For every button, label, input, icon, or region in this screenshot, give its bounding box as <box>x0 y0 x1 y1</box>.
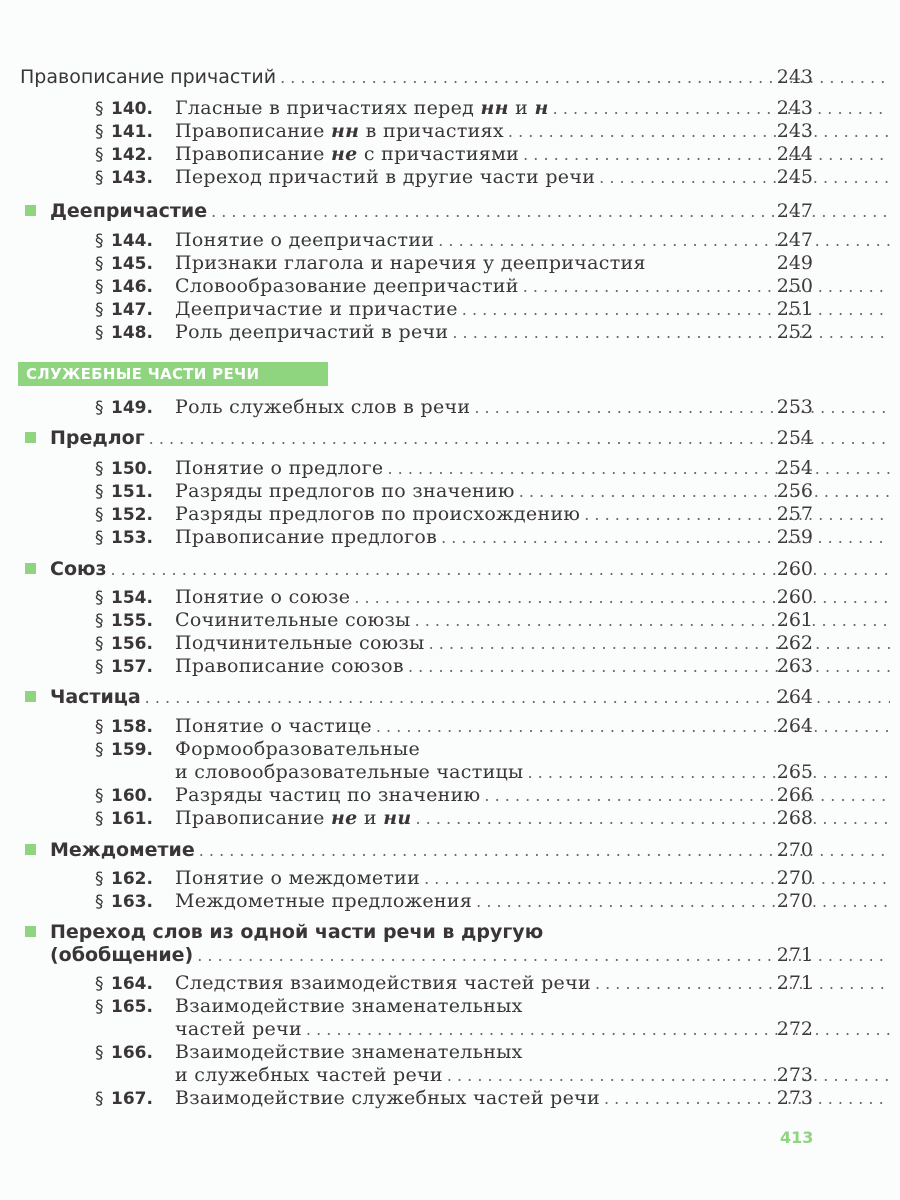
entry-title: Сочинительные союзы <box>175 609 411 631</box>
page-number: 266 <box>776 784 813 806</box>
section-sign: § <box>95 168 104 188</box>
entry-title: Формообразовательные <box>175 738 420 760</box>
leader-dots <box>553 99 890 118</box>
section-sign: § <box>95 122 104 142</box>
leader-dots <box>519 482 890 501</box>
entry-title: Взаимодействие знаменательных <box>175 995 523 1017</box>
entry-number: 163. <box>111 892 153 912</box>
page-number: 261 <box>776 609 813 631</box>
entry-number: 152. <box>111 505 153 525</box>
toc-entry[interactable] <box>0 586 900 610</box>
section-sign: § <box>95 717 104 737</box>
entry-title: Понятие о частице <box>175 715 372 737</box>
toc-entry[interactable] <box>0 784 900 808</box>
section-sign: § <box>95 974 104 994</box>
toc-section-gerund[interactable] <box>0 200 900 224</box>
toc-entry[interactable] <box>0 298 900 322</box>
leader-dots <box>424 869 890 888</box>
section-sign: § <box>95 740 104 760</box>
section-sign: § <box>95 300 104 320</box>
toc-entry[interactable] <box>0 867 900 891</box>
section-sign: § <box>95 277 104 297</box>
toc-entry[interactable] <box>0 275 900 299</box>
toc-section-continuation[interactable] <box>0 944 900 968</box>
entry-title: Правописание нн в причастиях <box>175 120 504 142</box>
leader-dots <box>595 974 890 993</box>
green-square-bullet-icon <box>25 691 36 702</box>
entry-number: 162. <box>111 869 153 889</box>
entry-title-continued: частей речи <box>175 1018 302 1040</box>
section-sign: § <box>95 611 104 631</box>
section-sign: § <box>95 869 104 889</box>
entry-title: Следствия взаимодействия частей речи <box>175 972 591 994</box>
entry-number: 150. <box>111 459 153 479</box>
page-number: 250 <box>776 275 813 297</box>
page-number: 253 <box>776 396 813 418</box>
entry-number: 140. <box>111 99 153 119</box>
entry-number: 141. <box>111 122 153 142</box>
leader-dots <box>387 459 890 478</box>
toc-entry[interactable] <box>0 480 900 504</box>
entry-title: Подчинительные союзы <box>175 632 425 654</box>
section-sign: § <box>95 482 104 502</box>
page-number: 252 <box>776 321 813 343</box>
toc-entry[interactable] <box>0 229 900 253</box>
section-sign: § <box>95 99 104 119</box>
leader-dots <box>452 323 890 342</box>
section-sign: § <box>95 634 104 654</box>
toc-entry[interactable] <box>0 120 900 144</box>
page-folio-number: 413 <box>780 1128 814 1147</box>
toc-entry-continuation[interactable] <box>0 1064 900 1088</box>
leader-dots <box>441 528 890 547</box>
leader-dots <box>438 231 890 250</box>
entry-title: Взаимодействие служебных частей речи <box>175 1087 600 1109</box>
entry-number: 151. <box>111 482 153 502</box>
toc-entry[interactable] <box>0 609 900 633</box>
entry-title: Признаки глагола и наречия у деепричастия <box>175 252 646 274</box>
section-label: Переход слов из одной части речи в другую <box>50 921 544 943</box>
entry-number: 165. <box>111 997 153 1017</box>
toc-entry[interactable] <box>0 995 900 1019</box>
page-number: 243 <box>776 97 813 119</box>
page-number: 272 <box>776 1018 813 1040</box>
page-number: 251 <box>776 298 813 320</box>
entry-title: Разряды предлогов по значению <box>175 480 515 502</box>
entry-number: 164. <box>111 974 153 994</box>
leader-dots <box>408 657 890 676</box>
entry-number: 157. <box>111 657 153 677</box>
page-number: 273 <box>776 1064 813 1086</box>
page-number: 270 <box>776 839 813 861</box>
leader-dots <box>523 277 890 296</box>
entry-number: 143. <box>111 168 153 188</box>
page-number: 264 <box>776 715 813 737</box>
toc-section-word-transition[interactable] <box>0 921 900 945</box>
section-sign: § <box>95 809 104 829</box>
green-square-bullet-icon <box>25 432 36 443</box>
page-number: 244 <box>776 143 813 165</box>
toc-heading-label: Правописание причастий <box>20 66 277 88</box>
leader-dots <box>604 1089 890 1108</box>
entry-number: 166. <box>111 1043 153 1063</box>
toc-entry[interactable] <box>0 632 900 656</box>
entry-title: Понятие о предлоге <box>175 457 384 479</box>
section-sign: § <box>95 145 104 165</box>
page-number: 254 <box>776 427 813 449</box>
page-number: 271 <box>776 972 813 994</box>
section-label: Междометие <box>50 839 195 861</box>
toc-section-interjection[interactable] <box>0 839 900 863</box>
section-label-continued: (обобщение) <box>50 944 194 966</box>
entry-title: Разряды частиц по значению <box>175 784 481 806</box>
entry-number: 145. <box>111 254 153 274</box>
entry-number: 142. <box>111 145 153 165</box>
entry-number: 147. <box>111 300 153 320</box>
section-sign: § <box>95 505 104 525</box>
leader-dots <box>527 763 890 782</box>
page-number: 249 <box>776 252 813 274</box>
section-label: Предлог <box>50 427 145 449</box>
toc-entry-continuation[interactable] <box>0 1018 900 1042</box>
entry-number: 149. <box>111 398 153 418</box>
entry-title: Роль деепричастий в речи <box>175 321 449 343</box>
page-number: 256 <box>776 480 813 502</box>
entry-number: 156. <box>111 634 153 654</box>
toc-entry[interactable] <box>0 738 900 762</box>
page-number: 270 <box>776 867 813 889</box>
entry-title: Правописание союзов <box>175 655 404 677</box>
section-label: Частица <box>50 686 141 708</box>
leader-dots <box>415 809 890 828</box>
page-number: 268 <box>776 807 813 829</box>
entry-title: Деепричастие и причастие <box>175 298 458 320</box>
toc-entry[interactable] <box>0 715 900 739</box>
leader-dots <box>462 300 890 319</box>
entry-number: 144. <box>111 231 153 251</box>
page-number: 245 <box>776 166 813 188</box>
entry-title-continued: и словообразовательные частицы <box>175 761 524 783</box>
entry-number: 148. <box>111 323 153 343</box>
toc-entry[interactable] <box>0 503 900 527</box>
toc-section-particle[interactable] <box>0 686 900 710</box>
page-number: 259 <box>776 526 813 548</box>
toc-entry[interactable] <box>0 457 900 481</box>
page-number: 270 <box>776 890 813 912</box>
toc-entry[interactable] <box>0 97 900 121</box>
entry-title: Понятие о союзе <box>175 586 351 608</box>
section-sign: § <box>95 323 104 343</box>
toc-entry[interactable] <box>0 890 900 914</box>
entry-title: Роль служебных слов в речи <box>175 396 471 418</box>
page-number: 271 <box>776 944 813 966</box>
entry-number: 159. <box>111 740 153 760</box>
leader-dots <box>584 505 890 524</box>
toc-entry[interactable] <box>0 807 900 831</box>
toc-section-conjunction[interactable] <box>0 558 900 582</box>
section-label: Союз <box>50 558 107 580</box>
page-number: 247 <box>776 229 813 251</box>
entry-title: Взаимодействие знаменательных <box>175 1041 523 1063</box>
section-sign: § <box>95 997 104 1017</box>
section-sign: § <box>95 1043 104 1063</box>
entry-title: Словообразование деепричастий <box>175 275 519 297</box>
section-sign: § <box>95 892 104 912</box>
page-number: 263 <box>776 655 813 677</box>
entry-number: 153. <box>111 528 153 548</box>
leader-dots <box>476 892 890 911</box>
green-square-bullet-icon <box>25 205 36 216</box>
entry-number: 155. <box>111 611 153 631</box>
entry-title: Переход причастий в другие части речи <box>175 166 596 188</box>
entry-number: 161. <box>111 809 153 829</box>
toc-entry[interactable] <box>0 972 900 996</box>
entry-title: Правописание не и ни <box>175 807 412 829</box>
page-number: 260 <box>776 558 813 580</box>
page-number: 260 <box>776 586 813 608</box>
leader-dots <box>599 168 890 187</box>
section-sign: § <box>95 459 104 479</box>
leader-dots <box>429 634 890 653</box>
page-number: 243 <box>776 66 813 88</box>
toc-entry[interactable] <box>0 252 900 276</box>
toc-entry[interactable] <box>0 166 900 190</box>
toc-entry[interactable] <box>0 526 900 550</box>
section-sign: § <box>95 657 104 677</box>
leader-dots <box>474 398 890 417</box>
entry-title: Правописание предлогов <box>175 526 438 548</box>
page-number: 247 <box>776 200 813 222</box>
page-number: 264 <box>776 686 813 708</box>
toc-section-preposition[interactable] <box>0 427 900 451</box>
entry-title: Разряды предлогов по происхождению <box>175 503 581 525</box>
green-square-bullet-icon <box>25 844 36 855</box>
entry-title: Правописание не с причастиями <box>175 143 520 165</box>
toc-entry[interactable] <box>0 1087 900 1111</box>
section-sign: § <box>95 254 104 274</box>
page-number: 262 <box>776 632 813 654</box>
entry-title-continued: и служебных частей речи <box>175 1064 443 1086</box>
leader-dots <box>447 1066 890 1085</box>
page-number: 273 <box>776 1087 813 1109</box>
toc-entry[interactable] <box>0 396 900 420</box>
leader-dots <box>508 122 890 141</box>
toc-entry[interactable] <box>0 143 900 167</box>
section-sign: § <box>95 398 104 418</box>
entry-number: 158. <box>111 717 153 737</box>
toc-entry[interactable] <box>0 655 900 679</box>
section-sign: § <box>95 528 104 548</box>
entry-number: 146. <box>111 277 153 297</box>
entry-title: Междометные предложения <box>175 890 473 912</box>
section-label: Деепричастие <box>50 200 208 222</box>
section-sign: § <box>95 588 104 608</box>
toc-entry[interactable] <box>0 1041 900 1065</box>
entry-title: Понятие о деепричастии <box>175 229 435 251</box>
part-banner-function-words: СЛУЖЕБНЫЕ ЧАСТИ РЕЧИ <box>18 362 328 386</box>
section-sign: § <box>95 231 104 251</box>
page-number: 257 <box>776 503 813 525</box>
green-square-bullet-icon <box>25 926 36 937</box>
leader-dots <box>484 786 890 805</box>
page-number: 254 <box>776 457 813 479</box>
entry-number: 167. <box>111 1089 153 1109</box>
green-square-bullet-icon <box>25 563 36 574</box>
toc-entry[interactable] <box>0 321 900 345</box>
entry-title: Понятие о междометии <box>175 867 421 889</box>
toc-heading-spelling-participles[interactable] <box>0 66 900 90</box>
toc-entry-continuation[interactable] <box>0 761 900 785</box>
page-number: 265 <box>776 761 813 783</box>
entry-title: Гласные в причастиях перед нн и н <box>175 97 549 119</box>
section-sign: § <box>95 1089 104 1109</box>
leader-dots <box>415 611 890 630</box>
entry-number: 160. <box>111 786 153 806</box>
page-number: 243 <box>776 120 813 142</box>
section-sign: § <box>95 786 104 806</box>
leader-dots <box>523 145 890 164</box>
entry-number: 154. <box>111 588 153 608</box>
